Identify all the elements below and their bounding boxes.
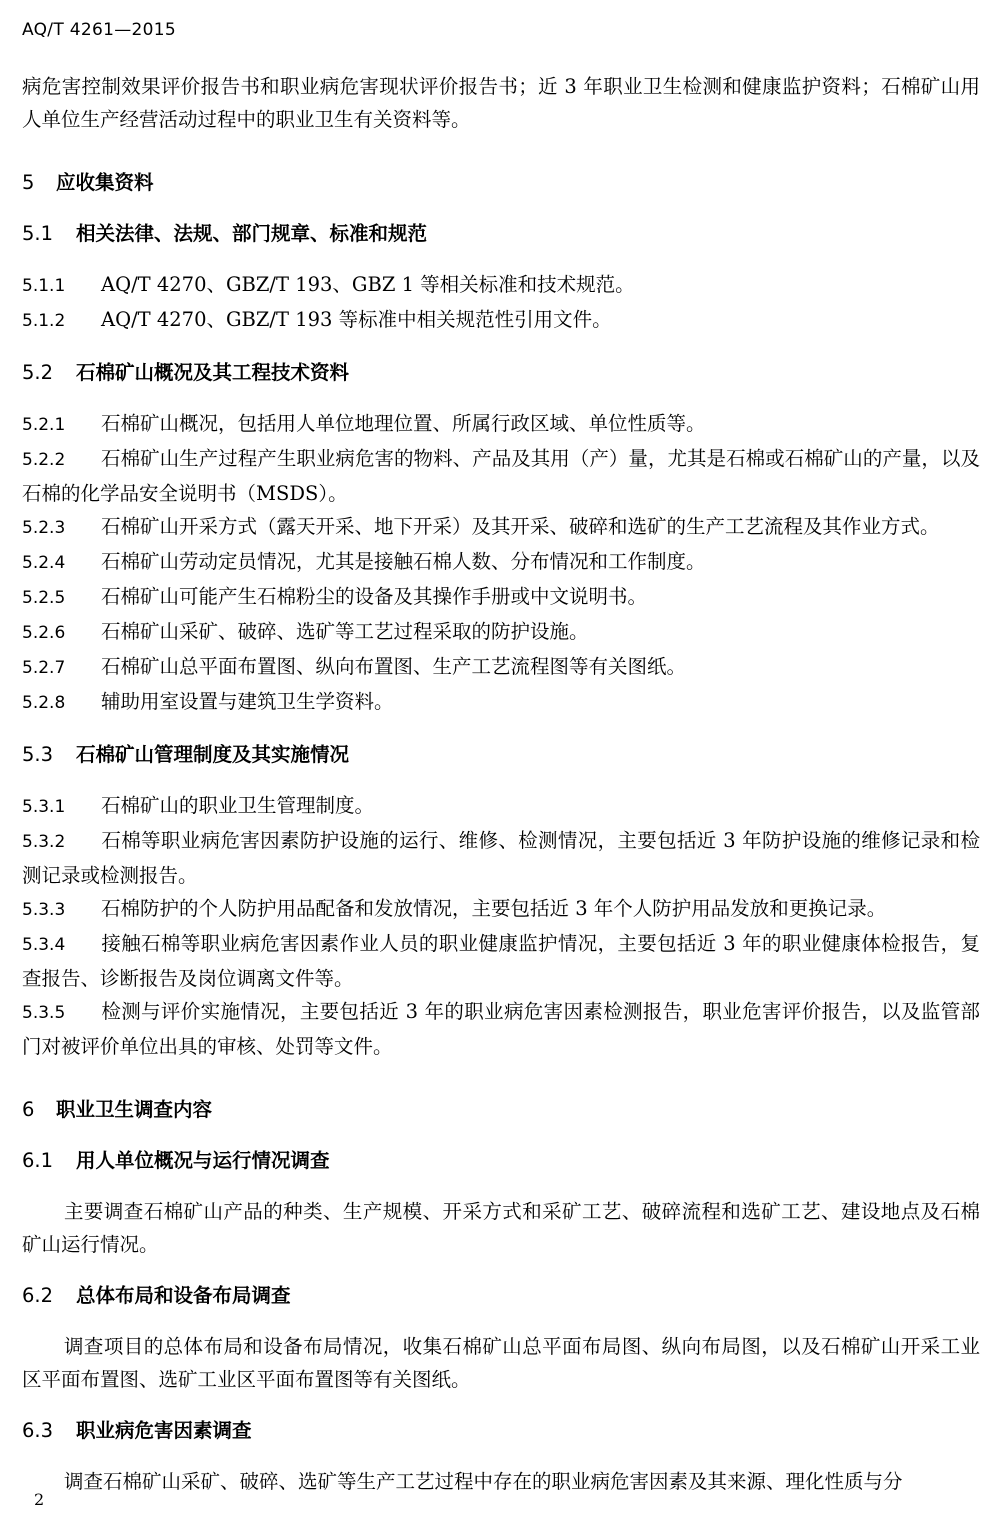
clause-number: 5.1.1 bbox=[22, 276, 66, 296]
section-title: 应收集资料 bbox=[56, 171, 154, 194]
clause-5-2-7 bbox=[22, 650, 980, 685]
clause-5-3-5 bbox=[22, 995, 980, 1063]
clause-text: 接触石棉等职业病危害因素作业人员的职业健康监护情况，主要包括近 3 年的职业健康体检报告，复查报告、诊断报告及岗位调离文件等。 bbox=[22, 932, 980, 990]
section-5-heading bbox=[22, 166, 980, 199]
clause-text: 石棉矿山总平面布置图、纵向布置图、生产工艺流程图等有关图纸。 bbox=[101, 655, 687, 678]
clause-number: 5.2.1 bbox=[22, 415, 66, 435]
page-number: 2 bbox=[34, 1490, 45, 1509]
clause-number: 5.1.2 bbox=[22, 311, 66, 331]
clause-number: 5.2.5 bbox=[22, 588, 66, 608]
clause-number: 5.2.2 bbox=[22, 450, 66, 470]
clause-5-1-2 bbox=[22, 303, 980, 338]
clause-5-3-3 bbox=[22, 892, 980, 927]
clause-5-2-5 bbox=[22, 580, 980, 615]
section-6-2-heading bbox=[22, 1279, 980, 1312]
section-number: 6.2 bbox=[22, 1284, 54, 1307]
section-6-1-heading bbox=[22, 1144, 980, 1177]
clause-5-2-1 bbox=[22, 407, 980, 442]
clause-number: 5.3.1 bbox=[22, 797, 66, 817]
clause-number: 5.3.5 bbox=[22, 1003, 66, 1023]
section-title: 职业卫生调查内容 bbox=[56, 1098, 213, 1121]
clause-text: 石棉矿山劳动定员情况，尤其是接触石棉人数、分布情况和工作制度。 bbox=[101, 550, 706, 573]
section-5-2-heading bbox=[22, 356, 980, 389]
section-6-3-heading bbox=[22, 1414, 980, 1447]
clause-number: 5.2.4 bbox=[22, 553, 66, 573]
section-number: 6 bbox=[22, 1098, 35, 1121]
clause-number: 5.3.4 bbox=[22, 935, 66, 955]
clause-text: 石棉矿山可能产生石棉粉尘的设备及其操作手册或中文说明书。 bbox=[101, 585, 648, 608]
section-title: 总体布局和设备布局调查 bbox=[76, 1284, 291, 1307]
clause-text: 石棉防护的个人防护用品配备和发放情况，主要包括近 3 年个人防护用品发放和更换记录。 bbox=[101, 897, 887, 920]
section-6-3-paragraph: 调查石棉矿山采矿、破碎、选矿等生产工艺过程中存在的职业病危害因素及其来源、理化性质与分 bbox=[64, 1470, 903, 1493]
section-title: 职业病危害因素调查 bbox=[76, 1419, 252, 1442]
section-6-heading bbox=[22, 1093, 980, 1126]
section-title: 用人单位概况与运行情况调查 bbox=[76, 1149, 330, 1172]
clause-number: 5.2.6 bbox=[22, 623, 66, 643]
clause-5-3-2 bbox=[22, 824, 980, 892]
section-number: 5 bbox=[22, 171, 35, 194]
page-content bbox=[22, 70, 980, 1498]
clause-5-2-3 bbox=[22, 510, 980, 545]
section-number: 5.3 bbox=[22, 743, 54, 766]
section-6-2-paragraph: 调查项目的总体布局和设备布局情况，收集石棉矿山总平面布局图、纵向布局图，以及石棉矿山开采工业区平面布置图、选矿工业区平面布置图等有关图纸。 bbox=[22, 1335, 980, 1391]
section-6-1-paragraph: 主要调查石棉矿山产品的种类、生产规模、开采方式和采矿工艺、破碎流程和选矿工艺、建设地点及石棉矿山运行情况。 bbox=[22, 1200, 980, 1256]
clause-5-2-2 bbox=[22, 442, 980, 510]
section-number: 6.1 bbox=[22, 1149, 54, 1172]
clause-number: 5.3.3 bbox=[22, 900, 66, 920]
clause-number: 5.2.3 bbox=[22, 518, 66, 538]
clause-text: AQ/T 4270、GBZ/T 193、GBZ 1 等相关标准和技术规范。 bbox=[101, 273, 635, 296]
clause-text: 石棉矿山开采方式（露天开采、地下开采）及其开采、破碎和选矿的生产工艺流程及其作业方式。 bbox=[101, 515, 940, 538]
section-number: 5.1 bbox=[22, 222, 54, 245]
clause-text: 辅助用室设置与建筑卫生学资料。 bbox=[101, 690, 394, 713]
clause-5-1-1 bbox=[22, 268, 980, 303]
clause-5-3-1 bbox=[22, 789, 980, 824]
clause-number: 5.3.2 bbox=[22, 832, 66, 852]
clause-text: 石棉矿山概况，包括用人单位地理位置、所属行政区域、单位性质等。 bbox=[101, 412, 706, 435]
section-title: 相关法律、法规、部门规章、标准和规范 bbox=[76, 222, 428, 245]
section-number: 5.2 bbox=[22, 361, 54, 384]
clause-5-3-4 bbox=[22, 927, 980, 995]
section-title: 石棉矿山概况及其工程技术资料 bbox=[76, 361, 350, 384]
clause-text: 石棉矿山采矿、破碎、选矿等工艺过程采取的防护设施。 bbox=[101, 620, 589, 643]
clause-text: 石棉等职业病危害因素防护设施的运行、维修、检测情况，主要包括近 3 年防护设施的维修记录和检测记录或检测报告。 bbox=[22, 829, 980, 887]
clause-number: 5.2.7 bbox=[22, 658, 66, 678]
clause-5-2-8 bbox=[22, 685, 980, 720]
clause-number: 5.2.8 bbox=[22, 693, 66, 713]
standard-code-header: AQ/T 4261—2015 bbox=[22, 20, 176, 40]
section-title: 石棉矿山管理制度及其实施情况 bbox=[76, 743, 350, 766]
clause-text: 检测与评价实施情况，主要包括近 3 年的职业病危害因素检测报告，职业危害评价报告，以及监管部门对被评价单位出具的审核、处罚等文件。 bbox=[22, 1000, 980, 1058]
clause-5-2-4 bbox=[22, 545, 980, 580]
clause-5-2-6 bbox=[22, 615, 980, 650]
intro-paragraph: 病危害控制效果评价报告书和职业病危害现状评价报告书；近 3 年职业卫生检测和健康监护资料；石棉矿山用人单位生产经营活动过程中的职业卫生有关资料等。 bbox=[22, 75, 980, 131]
clause-text: 石棉矿山生产过程产生职业病危害的物料、产品及其用（产）量，尤其是石棉或石棉矿山的产量，以及石棉的化学品安全说明书（MSDS）。 bbox=[22, 447, 980, 505]
section-5-1-heading bbox=[22, 217, 980, 250]
section-number: 6.3 bbox=[22, 1419, 54, 1442]
clause-text: AQ/T 4270、GBZ/T 193 等标准中相关规范性引用文件。 bbox=[101, 308, 612, 331]
clause-text: 石棉矿山的职业卫生管理制度。 bbox=[101, 794, 375, 817]
section-5-3-heading bbox=[22, 738, 980, 771]
